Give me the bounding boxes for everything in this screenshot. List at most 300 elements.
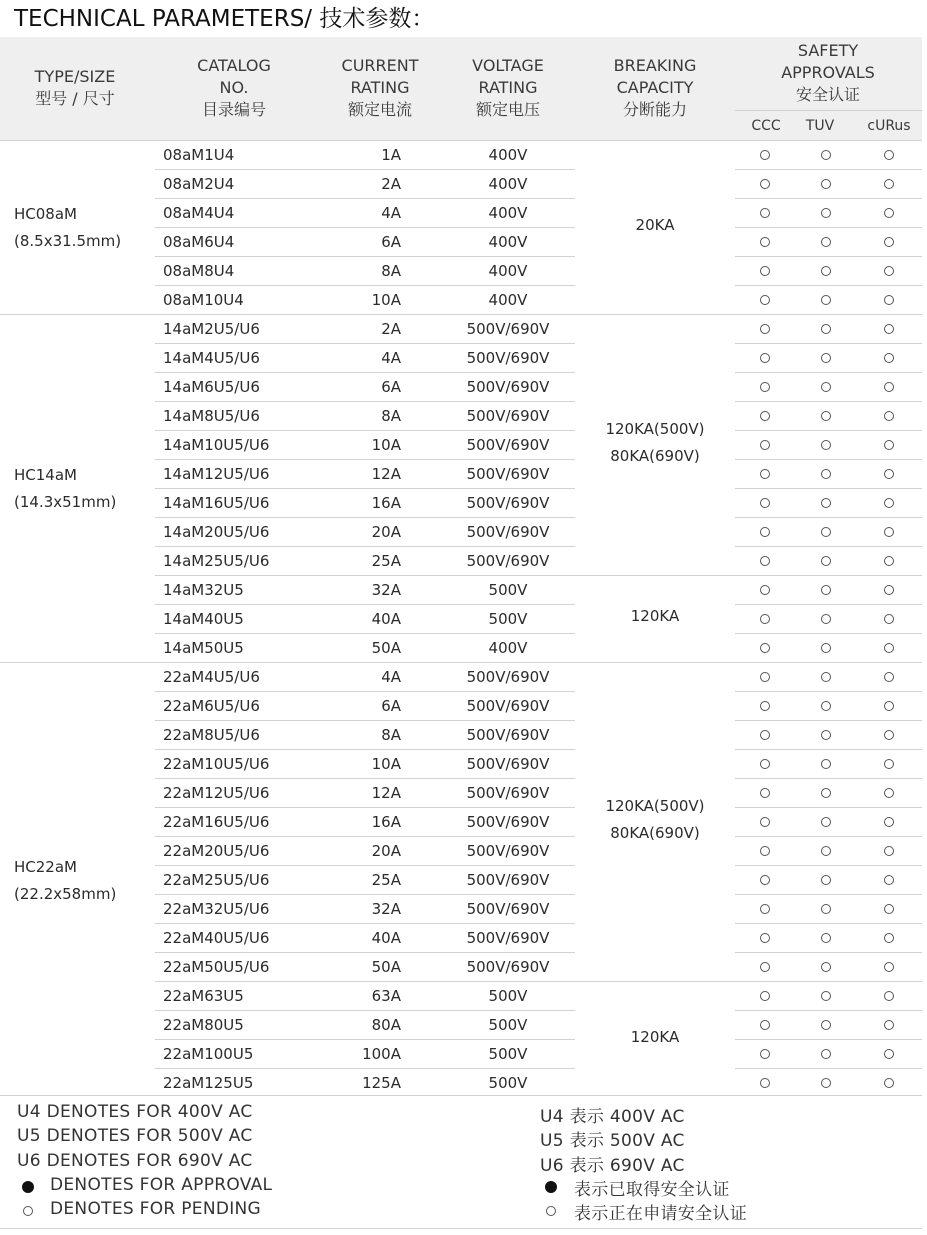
voltage-cell: 500V/690V — [466, 755, 550, 773]
header-safety-en2: APPROVALS — [781, 63, 875, 82]
row-divider — [155, 865, 575, 866]
approval-ccc-icon — [760, 701, 770, 711]
row-divider — [155, 604, 575, 605]
approval-curus-icon — [884, 904, 894, 914]
voltage-cell: 400V — [488, 262, 528, 280]
note-u4-cn: U4 表示 400V AC — [540, 1107, 685, 1127]
approval-tuv-icon — [821, 179, 831, 189]
voltage-cell: 500V — [488, 987, 528, 1005]
note-u6-cn: U6 表示 690V AC — [540, 1156, 685, 1176]
row-divider-approvals — [735, 894, 922, 895]
approval-curus-icon — [884, 701, 894, 711]
header-current-en2: RATING — [350, 78, 410, 97]
row-divider-approvals — [735, 604, 922, 605]
approval-curus-icon — [884, 440, 894, 450]
current-cell: 6A — [381, 378, 401, 396]
group-size-label: (14.3x51mm) — [14, 493, 117, 511]
catalog-cell: 14aM12U5/U6 — [163, 465, 270, 483]
approval-ccc-icon — [760, 150, 770, 160]
row-divider-approvals — [735, 198, 922, 199]
catalog-cell: 14aM10U5/U6 — [163, 436, 270, 454]
row-divider-approvals — [735, 633, 922, 634]
current-cell: 8A — [381, 407, 401, 425]
row-divider-approvals — [735, 778, 922, 779]
current-cell: 6A — [381, 697, 401, 715]
row-divider-approvals — [735, 343, 922, 344]
catalog-cell: 22aM25U5/U6 — [163, 871, 270, 889]
header-current-en1: CURRENT — [341, 56, 419, 75]
approval-tuv-icon — [821, 1049, 831, 1059]
approval-ccc-icon — [760, 904, 770, 914]
row-divider-approvals — [735, 981, 922, 982]
catalog-cell: 08aM4U4 — [163, 204, 235, 222]
approval-tuv-icon — [821, 1078, 831, 1088]
row-divider — [155, 343, 575, 344]
current-cell: 50A — [371, 639, 401, 657]
approval-curus-icon — [884, 527, 894, 537]
current-cell: 10A — [371, 755, 401, 773]
catalog-cell: 22aM32U5/U6 — [163, 900, 270, 918]
voltage-cell: 500V/690V — [466, 900, 550, 918]
approval-curus-icon — [884, 208, 894, 218]
row-divider — [155, 720, 575, 721]
current-cell: 50A — [371, 958, 401, 976]
current-cell: 1A — [381, 146, 401, 164]
header-safety-en1: SAFETY — [797, 41, 859, 60]
voltage-cell: 500V/690V — [466, 842, 550, 860]
approval-ccc-icon — [760, 498, 770, 508]
header-curus: cURus — [867, 118, 911, 134]
row-divider-approvals — [735, 285, 922, 286]
voltage-cell: 500V — [488, 581, 528, 599]
header-breaking-cn: 分断能力 — [622, 100, 688, 119]
row-divider-approvals — [735, 517, 922, 518]
breaking-capacity-value: 80KA(690V) — [610, 446, 700, 465]
row-divider-approvals — [735, 459, 922, 460]
approval-ccc-icon — [760, 266, 770, 276]
breaking-capacity-value: 120KA(500V) — [605, 419, 705, 438]
voltage-cell: 500V — [488, 1074, 528, 1092]
current-cell: 10A — [371, 291, 401, 309]
approval-curus-icon — [884, 237, 894, 247]
row-divider-approvals — [735, 488, 922, 489]
approval-ccc-icon — [760, 295, 770, 305]
breaking-capacity-value: 120KA — [630, 607, 680, 625]
breaking-divider — [575, 981, 735, 982]
catalog-cell: 14aM4U5/U6 — [163, 349, 260, 367]
voltage-cell: 500V/690V — [466, 523, 550, 541]
current-cell: 20A — [371, 523, 401, 541]
current-cell: 12A — [371, 784, 401, 802]
catalog-cell: 22aM16U5/U6 — [163, 813, 270, 831]
approval-tuv-icon — [821, 672, 831, 682]
voltage-cell: 500V — [488, 1045, 528, 1063]
row-divider — [155, 517, 575, 518]
approval-ccc-icon — [760, 643, 770, 653]
notes-bottom-rule — [0, 1228, 922, 1229]
breaking-capacity-value: 80KA(690V) — [610, 823, 700, 842]
voltage-cell: 500V/690V — [466, 813, 550, 831]
approval-curus-icon — [884, 1020, 894, 1030]
row-divider-approvals — [735, 807, 922, 808]
current-cell: 16A — [371, 813, 401, 831]
current-cell: 63A — [371, 987, 401, 1005]
row-divider — [155, 952, 575, 953]
approval-ccc-icon — [760, 179, 770, 189]
catalog-cell: 22aM125U5 — [163, 1074, 254, 1092]
voltage-cell: 500V/690V — [466, 726, 550, 744]
header-safety-divider — [735, 110, 922, 111]
current-cell: 25A — [371, 871, 401, 889]
approval-tuv-icon — [821, 962, 831, 972]
approval-ccc-icon — [760, 730, 770, 740]
approval-tuv-icon — [821, 469, 831, 479]
row-divider — [155, 1039, 575, 1040]
catalog-cell: 08aM8U4 — [163, 262, 235, 280]
approval-ccc-icon — [760, 440, 770, 450]
row-divider-approvals — [735, 575, 922, 576]
current-cell: 20A — [371, 842, 401, 860]
row-divider-approvals — [735, 1010, 922, 1011]
approval-ccc-icon — [760, 672, 770, 682]
breaking-divider — [575, 575, 735, 576]
approval-curus-icon — [884, 846, 894, 856]
approval-ccc-icon — [760, 614, 770, 624]
approval-curus-icon — [884, 150, 894, 160]
approval-curus-icon — [884, 556, 894, 566]
row-divider-approvals — [735, 720, 922, 721]
approval-tuv-icon — [821, 614, 831, 624]
legend-approved-cn: 表示已取得安全认证 — [574, 1180, 730, 1200]
approval-curus-icon — [884, 1049, 894, 1059]
approval-tuv-icon — [821, 585, 831, 595]
row-divider-approvals — [735, 401, 922, 402]
current-cell: 16A — [371, 494, 401, 512]
catalog-cell: 14aM16U5/U6 — [163, 494, 270, 512]
current-cell: 80A — [371, 1016, 401, 1034]
approval-curus-icon — [884, 585, 894, 595]
catalog-cell: 22aM80U5 — [163, 1016, 244, 1034]
approval-ccc-icon — [760, 846, 770, 856]
catalog-cell: 22aM100U5 — [163, 1045, 254, 1063]
approval-ccc-icon — [760, 469, 770, 479]
approval-curus-icon — [884, 933, 894, 943]
row-divider-approvals — [735, 952, 922, 953]
group-size-label: (22.2x58mm) — [14, 884, 117, 903]
current-cell: 6A — [381, 233, 401, 251]
approval-ccc-icon — [760, 208, 770, 218]
catalog-cell: 22aM6U5/U6 — [163, 697, 260, 715]
row-divider — [155, 633, 575, 634]
voltage-cell: 400V — [488, 175, 528, 193]
approval-tuv-icon — [821, 1020, 831, 1030]
approval-curus-icon — [884, 875, 894, 885]
row-divider — [155, 488, 575, 489]
header-bottom-rule — [0, 140, 922, 141]
row-divider — [155, 169, 575, 170]
hollow-circle-icon — [23, 1206, 33, 1216]
current-cell: 2A — [381, 320, 401, 338]
approval-ccc-icon — [760, 962, 770, 972]
approval-tuv-icon — [821, 991, 831, 1001]
voltage-cell: 500V/690V — [466, 349, 550, 367]
row-divider — [155, 459, 575, 460]
voltage-cell: 400V — [488, 204, 528, 222]
current-cell: 12A — [371, 465, 401, 483]
header-voltage-en1: VOLTAGE — [472, 56, 544, 75]
voltage-cell: 500V/690V — [466, 668, 550, 686]
row-divider — [155, 691, 575, 692]
filled-circle-icon — [22, 1181, 34, 1193]
row-divider — [155, 430, 575, 431]
catalog-cell: 14aM2U5/U6 — [163, 320, 260, 338]
catalog-cell: 08aM2U4 — [163, 175, 235, 193]
row-divider — [155, 778, 575, 779]
catalog-cell: 22aM20U5/U6 — [163, 842, 270, 860]
current-cell: 10A — [371, 436, 401, 454]
approval-tuv-icon — [821, 846, 831, 856]
voltage-cell: 400V — [488, 233, 528, 251]
row-divider-approvals — [735, 430, 922, 431]
approval-curus-icon — [884, 324, 894, 334]
approval-tuv-icon — [821, 556, 831, 566]
voltage-cell: 500V/690V — [466, 494, 550, 512]
catalog-cell: 22aM4U5/U6 — [163, 668, 260, 686]
row-divider — [155, 1068, 575, 1069]
approval-curus-icon — [884, 498, 894, 508]
approval-tuv-icon — [821, 759, 831, 769]
catalog-cell: 14aM50U5 — [163, 639, 244, 657]
row-divider — [155, 575, 575, 576]
note-u5-cn: U5 表示 500V AC — [540, 1131, 685, 1151]
catalog-cell: 14aM25U5/U6 — [163, 552, 270, 570]
approval-tuv-icon — [821, 817, 831, 827]
header-current — [342, 55, 419, 121]
header-catalog — [197, 55, 271, 121]
approval-ccc-icon — [760, 759, 770, 769]
row-divider — [155, 807, 575, 808]
voltage-cell: 500V/690V — [466, 958, 550, 976]
row-divider-approvals — [735, 169, 922, 170]
approval-curus-icon — [884, 295, 894, 305]
breaking-capacity-value: 20KA — [635, 215, 675, 234]
row-divider — [155, 749, 575, 750]
catalog-cell: 22aM50U5/U6 — [163, 958, 270, 976]
breaking-capacity-value: 120KA(500V) — [605, 796, 705, 815]
current-cell: 4A — [381, 204, 401, 222]
approval-curus-icon — [884, 1078, 894, 1088]
approval-tuv-icon — [821, 382, 831, 392]
approval-ccc-icon — [760, 817, 770, 827]
group-type-label: HC08aM — [14, 205, 77, 223]
approval-curus-icon — [884, 382, 894, 392]
row-divider-approvals — [735, 546, 922, 547]
voltage-cell: 400V — [488, 291, 528, 309]
approval-tuv-icon — [821, 411, 831, 421]
approval-curus-icon — [884, 179, 894, 189]
row-divider — [155, 372, 575, 373]
approval-ccc-icon — [760, 382, 770, 392]
header-safety-cn: 安全认证 — [795, 85, 861, 104]
legend-approved-en: DENOTES FOR APPROVAL — [50, 1175, 273, 1195]
catalog-cell: 08aM10U4 — [163, 291, 244, 309]
approval-tuv-icon — [821, 527, 831, 537]
group-type-label: HC22aM — [14, 857, 77, 876]
header-voltage — [472, 55, 544, 121]
approval-tuv-icon — [821, 266, 831, 276]
approval-curus-icon — [884, 672, 894, 682]
approval-curus-icon — [884, 643, 894, 653]
row-divider — [155, 1010, 575, 1011]
current-cell: 32A — [371, 900, 401, 918]
approval-tuv-icon — [821, 875, 831, 885]
catalog-cell: 08aM1U4 — [163, 146, 235, 164]
current-cell: 125A — [362, 1074, 401, 1092]
row-divider — [155, 285, 575, 286]
row-divider — [155, 923, 575, 924]
approval-ccc-icon — [760, 933, 770, 943]
voltage-cell: 500V — [488, 610, 528, 628]
row-divider-approvals — [735, 227, 922, 228]
voltage-cell: 500V/690V — [466, 552, 550, 570]
catalog-cell: 22aM40U5/U6 — [163, 929, 270, 947]
approval-tuv-icon — [821, 933, 831, 943]
current-cell: 40A — [371, 929, 401, 947]
current-cell: 8A — [381, 726, 401, 744]
approval-curus-icon — [884, 788, 894, 798]
filled-circle-icon — [545, 1181, 557, 1193]
catalog-cell: 22aM10U5/U6 — [163, 755, 270, 773]
approval-ccc-icon — [760, 556, 770, 566]
row-divider-approvals — [735, 372, 922, 373]
note-u5-en: U5 DENOTES FOR 500V AC — [17, 1126, 253, 1146]
catalog-cell: 14aM8U5/U6 — [163, 407, 260, 425]
row-divider-approvals — [735, 1039, 922, 1040]
row-divider-approvals — [735, 256, 922, 257]
approval-tuv-icon — [821, 904, 831, 914]
header-type — [35, 66, 116, 110]
voltage-cell: 400V — [488, 639, 528, 657]
catalog-cell: 14aM32U5 — [163, 581, 244, 599]
current-cell: 40A — [371, 610, 401, 628]
row-divider — [155, 981, 575, 982]
header-ccc: CCC — [751, 118, 781, 134]
header-current-cn: 额定电流 — [347, 100, 412, 119]
header-catalog-en2: NO. — [219, 78, 249, 97]
voltage-cell: 500V/690V — [466, 784, 550, 802]
voltage-cell: 500V/690V — [466, 697, 550, 715]
catalog-cell: 14aM40U5 — [163, 610, 244, 628]
approval-curus-icon — [884, 817, 894, 827]
voltage-cell: 500V/690V — [466, 378, 550, 396]
group-divider — [0, 662, 922, 663]
header-tuv: TUV — [805, 118, 835, 134]
voltage-cell: 500V/690V — [466, 320, 550, 338]
approval-ccc-icon — [760, 875, 770, 885]
current-cell: 4A — [381, 668, 401, 686]
approval-tuv-icon — [821, 150, 831, 160]
approval-ccc-icon — [760, 1020, 770, 1030]
approval-tuv-icon — [821, 701, 831, 711]
current-cell: 2A — [381, 175, 401, 193]
approval-curus-icon — [884, 614, 894, 624]
catalog-cell: 22aM8U5/U6 — [163, 726, 260, 744]
row-divider — [155, 227, 575, 228]
approval-ccc-icon — [760, 411, 770, 421]
note-u6-en: U6 DENOTES FOR 690V AC — [17, 1151, 253, 1171]
approval-tuv-icon — [821, 353, 831, 363]
row-divider-approvals — [735, 836, 922, 837]
approval-ccc-icon — [760, 1049, 770, 1059]
approval-ccc-icon — [760, 324, 770, 334]
header-breaking-en1: BREAKING — [613, 56, 697, 75]
approval-tuv-icon — [821, 730, 831, 740]
current-cell: 32A — [371, 581, 401, 599]
approval-ccc-icon — [760, 237, 770, 247]
row-divider-approvals — [735, 1068, 922, 1069]
legend-pending-en: DENOTES FOR PENDING — [50, 1199, 262, 1219]
approval-ccc-icon — [760, 1078, 770, 1088]
approval-tuv-icon — [821, 295, 831, 305]
approval-curus-icon — [884, 469, 894, 479]
row-divider-approvals — [735, 749, 922, 750]
row-divider-approvals — [735, 865, 922, 866]
approval-tuv-icon — [821, 440, 831, 450]
header-breaking — [614, 55, 697, 121]
notes-top-rule — [0, 1095, 922, 1096]
catalog-cell: 08aM6U4 — [163, 233, 235, 251]
approval-tuv-icon — [821, 498, 831, 508]
approval-ccc-icon — [760, 991, 770, 1001]
voltage-cell: 500V/690V — [466, 407, 550, 425]
header-voltage-en2: RATING — [478, 78, 538, 97]
approval-curus-icon — [884, 730, 894, 740]
row-divider — [155, 894, 575, 895]
row-divider — [155, 836, 575, 837]
approval-curus-icon — [884, 411, 894, 421]
voltage-cell: 500V/690V — [466, 929, 550, 947]
approval-tuv-icon — [821, 788, 831, 798]
breaking-capacity-value: 120KA — [630, 1027, 680, 1046]
row-divider — [155, 198, 575, 199]
row-divider-approvals — [735, 691, 922, 692]
row-divider — [155, 546, 575, 547]
current-cell: 25A — [371, 552, 401, 570]
voltage-cell: 500V/690V — [466, 871, 550, 889]
approval-curus-icon — [884, 266, 894, 276]
approval-tuv-icon — [821, 324, 831, 334]
row-divider — [155, 401, 575, 402]
current-cell: 100A — [362, 1045, 401, 1063]
approval-curus-icon — [884, 759, 894, 769]
approval-tuv-icon — [821, 237, 831, 247]
voltage-cell: 400V — [488, 146, 528, 164]
note-u4-en: U4 DENOTES FOR 400V AC — [17, 1102, 253, 1122]
catalog-cell: 14aM20U5/U6 — [163, 523, 270, 541]
group-size-label: (8.5x31.5mm) — [14, 232, 122, 250]
header-voltage-cn: 额定电压 — [475, 100, 541, 119]
approval-curus-icon — [884, 962, 894, 972]
header-catalog-en1: CATALOG — [197, 56, 271, 75]
approval-ccc-icon — [760, 353, 770, 363]
row-divider-approvals — [735, 923, 922, 924]
header-breaking-en2: CAPACITY — [616, 78, 694, 97]
header-type-cn: 型号 / 尺寸 — [35, 89, 115, 108]
approval-ccc-icon — [760, 527, 770, 537]
group-divider — [0, 314, 922, 315]
header-catalog-cn: 目录编号 — [201, 100, 266, 119]
approval-ccc-icon — [760, 788, 770, 798]
